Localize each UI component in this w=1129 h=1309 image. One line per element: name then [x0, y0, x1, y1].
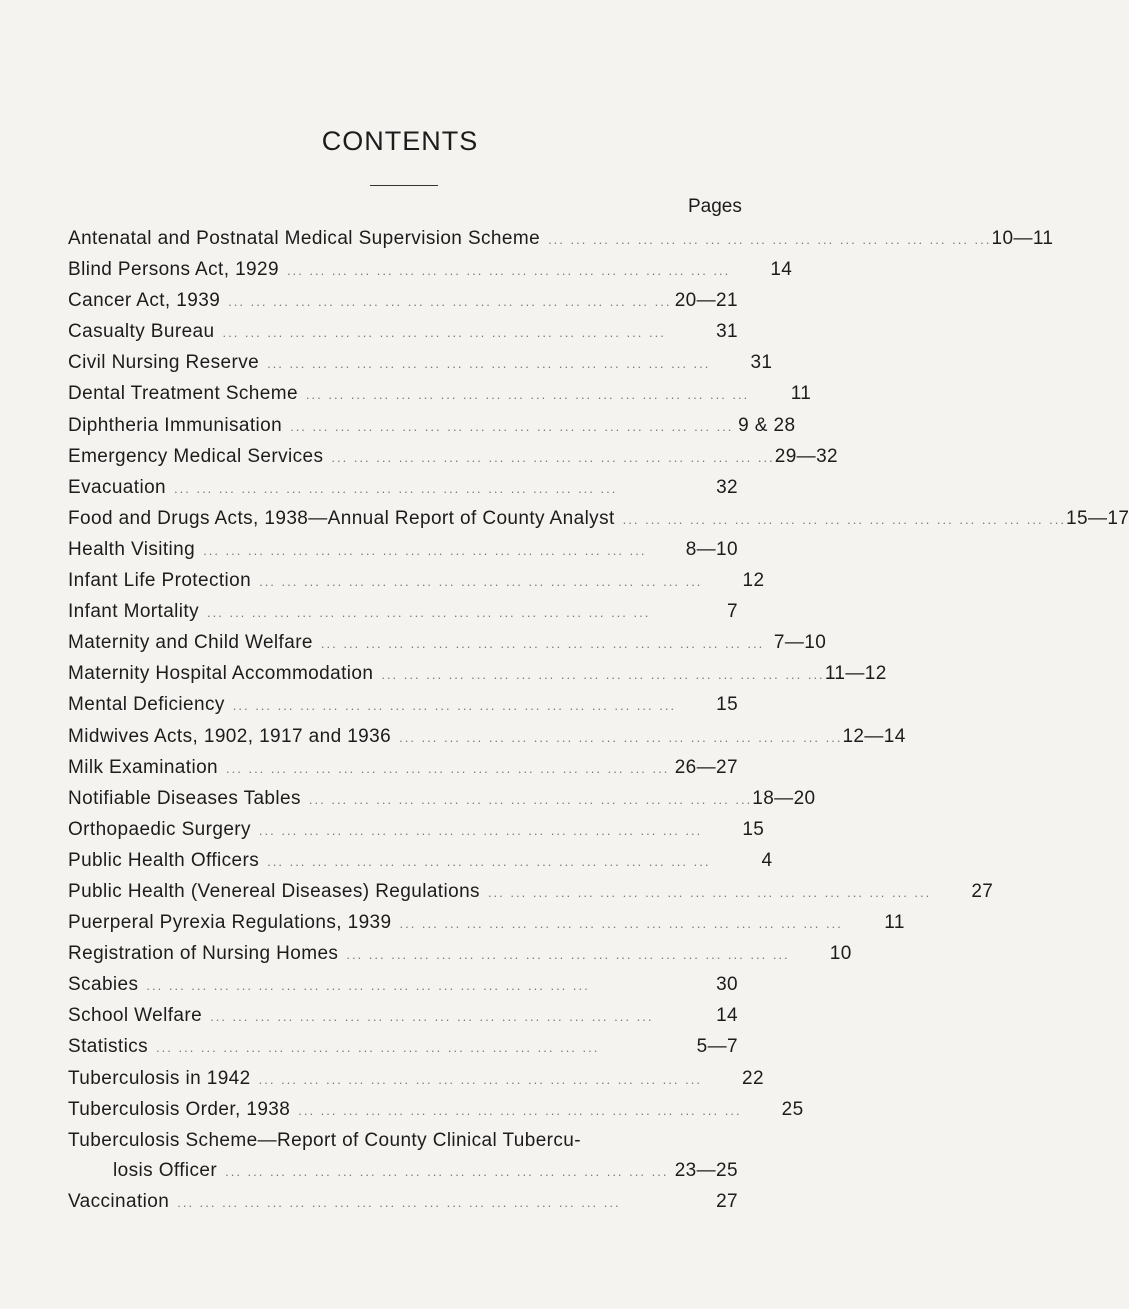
- contents-entry: Evacuation ... . 32: [68, 477, 738, 508]
- contents-entry: Maternity Hospital Accommodation ... . 11—12: [68, 663, 738, 694]
- contents-entry: Infant Life Protection ... . 12: [68, 570, 738, 601]
- contents-entry: Scabies ... . 30: [68, 974, 738, 1005]
- contents-entry: Casualty Bureau ... . 31: [68, 321, 738, 352]
- contents-entry: Blind Persons Act, 1929 ... . 14: [68, 259, 738, 290]
- contents-entry: Food and Drugs Acts, 1938—Annual Report of County Analyst ... . 15—17: [68, 508, 738, 539]
- contents-entry: Tuberculosis Order, 1938 ... . 25: [68, 1099, 738, 1130]
- contents-entry-wrapped: Tuberculosis Scheme—Report of County Clinical Tubercu- losis Officer ... . 23—25: [68, 1130, 738, 1191]
- contents-entry: Public Health Officers ... . 4: [68, 850, 738, 881]
- contents-entry: Midwives Acts, 1902, 1917 and 1936 ... . 12—14: [68, 726, 738, 757]
- contents-entry: Health Visiting ... . 8—10: [68, 539, 738, 570]
- contents-entry: Tuberculosis in 1942 ... . 22: [68, 1068, 738, 1099]
- contents-entry: Cancer Act, 1939 ... . 20—21: [68, 290, 738, 321]
- page-title: CONTENTS: [321, 126, 479, 156]
- contents-entry: Public Health (Venereal Diseases) Regulations ... . 27: [68, 881, 738, 912]
- title-divider: [370, 185, 438, 186]
- contents-entry: Orthopaedic Surgery ... . 15: [68, 819, 738, 850]
- contents-entry: Infant Mortality ... . 7: [68, 601, 738, 632]
- pages-column-heading: Pages: [688, 196, 742, 217]
- contents-entry: Statistics ... . 5—7: [68, 1036, 738, 1067]
- contents-list: [68, 228, 1129, 1222]
- contents-entry: School Welfare ... . 14: [68, 1005, 738, 1036]
- contents-entry: Dental Treatment Scheme ... . 11: [68, 383, 738, 414]
- contents-entry: Maternity and Child Welfare ... . 7—10: [68, 632, 738, 663]
- contents-entry: Diphtheria Immunisation ... . 9 & 28: [68, 415, 738, 446]
- contents-entry: Emergency Medical Services ... . 29—32: [68, 446, 738, 477]
- contents-entry: Puerperal Pyrexia Regulations, 1939 ... . 11: [68, 912, 738, 943]
- contents-entry: Milk Examination ... . 26—27: [68, 757, 738, 788]
- contents-entry: Vaccination ... . 27: [68, 1191, 738, 1222]
- contents-entry: Registration of Nursing Homes ... . 10: [68, 943, 738, 974]
- contents-entry: Antenatal and Postnatal Medical Supervision Scheme ... . 10—11: [68, 228, 738, 259]
- contents-entry: Notifiable Diseases Tables ... . 18—20: [68, 788, 738, 819]
- contents-entry: Civil Nursing Reserve ... . 31: [68, 352, 738, 383]
- contents-entry: Mental Deficiency ... . 15: [68, 694, 738, 725]
